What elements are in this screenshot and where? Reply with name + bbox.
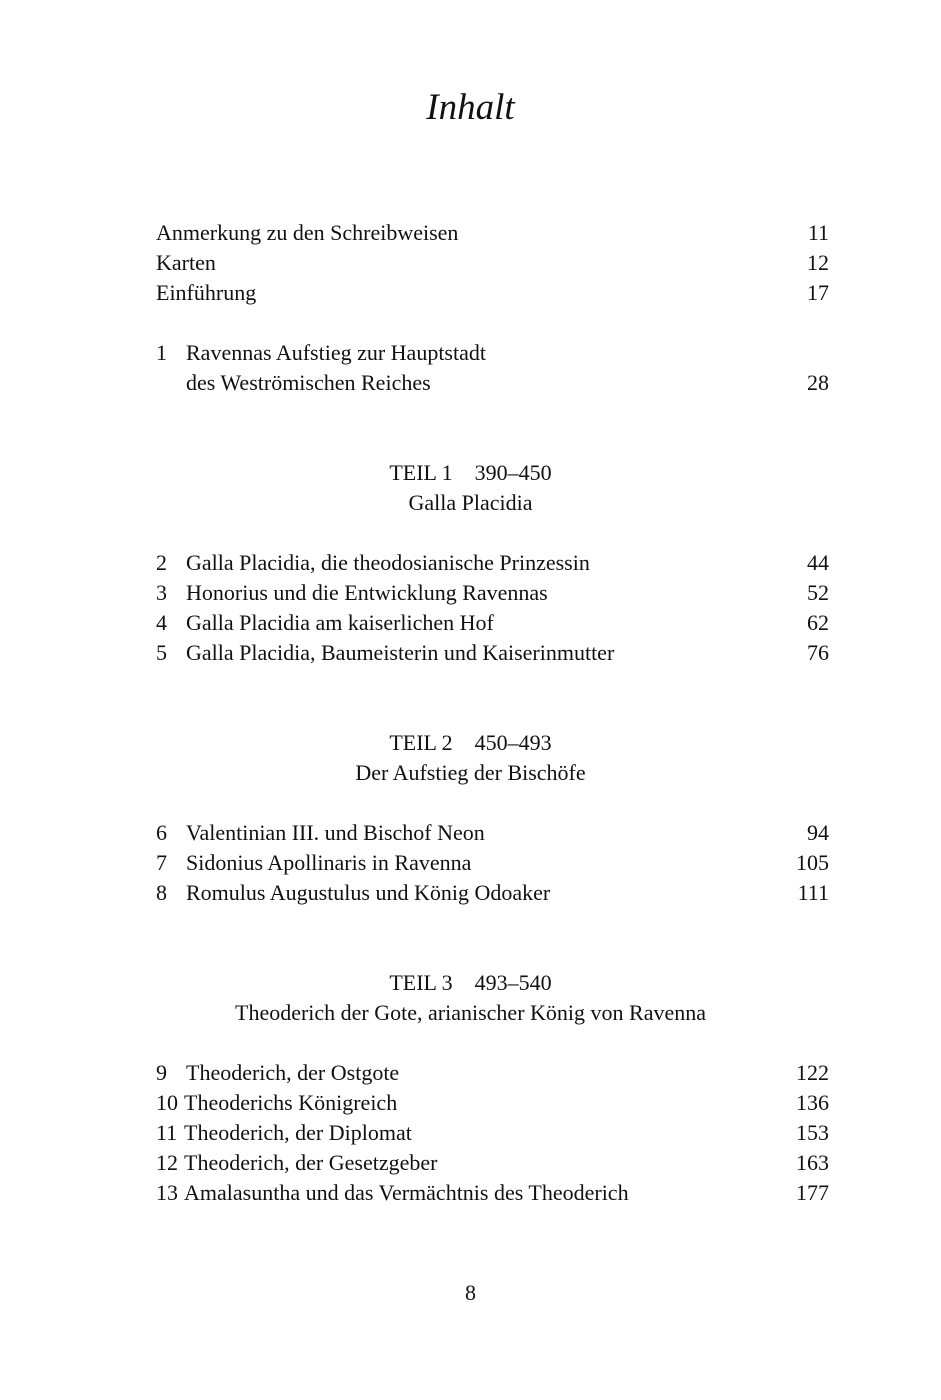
toc-entry-label: Galla Placidia, Baumeisterin und Kaiserinmutter: [186, 640, 615, 665]
toc-entry[interactable]: [156, 878, 829, 908]
toc-entry-page: 11: [807, 220, 829, 245]
toc-entry-label: Honorius und die Entwicklung Ravennas: [186, 580, 548, 605]
toc-entry-number: 7: [156, 850, 167, 875]
toc-entry-page: 177: [796, 1180, 829, 1205]
toc-entry[interactable]: [156, 1118, 829, 1148]
page-number: 8: [465, 1280, 476, 1305]
toc-entry-number: 1: [156, 340, 167, 365]
toc-entry-page: 163: [796, 1150, 829, 1175]
toc-entry-label: Amalasuntha und das Vermächtnis des Theoderich: [184, 1180, 629, 1205]
toc-entry-number: 4: [156, 610, 167, 635]
toc-entry-page: 12: [807, 250, 829, 275]
toc-entry[interactable]: [156, 1088, 829, 1118]
toc-entry-label: Karten: [156, 250, 216, 275]
toc-entry-number: 9: [156, 1060, 167, 1085]
toc-entry[interactable]: [156, 1058, 829, 1088]
part-heading: [0, 968, 941, 998]
toc-entry-number: 12: [156, 1150, 178, 1175]
part-years: 493–540: [474, 970, 552, 995]
toc-entry[interactable]: [156, 1178, 829, 1208]
toc-entry-number: 6: [156, 820, 167, 845]
toc-entry-label: Theoderich, der Gesetzgeber: [184, 1150, 438, 1175]
toc-entry-label: Sidonius Apollinaris in Ravenna: [186, 850, 472, 875]
toc-entry-label: Galla Placidia, die theodosianische Prinzessin: [186, 550, 590, 575]
part-years: 390–450: [474, 460, 552, 485]
toc-entry[interactable]: [156, 638, 829, 668]
toc-entry-label: Romulus Augustulus und König Odoaker: [186, 880, 551, 905]
toc-entry-number: 2: [156, 550, 167, 575]
toc-entry-label: Theoderich, der Ostgote: [186, 1060, 400, 1085]
toc-entry-page: 153: [796, 1120, 829, 1145]
part-years: 450–493: [474, 730, 552, 755]
toc-entry-page: 76: [807, 640, 829, 665]
toc-entry-page: 62: [807, 610, 829, 635]
toc-entry[interactable]: [156, 608, 829, 638]
toc-entry-label: Ravennas Aufstieg zur Hauptstadt: [186, 340, 486, 365]
toc-entry-page: 28: [807, 370, 829, 395]
toc-entry-number: 13: [156, 1180, 178, 1205]
toc-entry[interactable]: [156, 578, 829, 608]
toc-entry[interactable]: [156, 848, 829, 878]
part-subtitle: Galla Placidia: [408, 490, 533, 515]
toc-entry-label: des Weströmischen Reiches: [186, 370, 431, 395]
toc-entry-label: Anmerkung zu den Schreibweisen: [156, 220, 459, 245]
toc-entry[interactable]: [156, 218, 829, 248]
toc-entry[interactable]: [156, 818, 829, 848]
toc-entry-label: Einführung: [156, 280, 257, 305]
toc-entry-page: 44: [807, 550, 829, 575]
toc-entry-label: Theoderich, der Diplomat: [184, 1120, 412, 1145]
toc-entry-page: 111: [797, 880, 829, 905]
toc-entry-page: 136: [796, 1090, 829, 1115]
toc-entry-label: Galla Placidia am kaiserlichen Hof: [186, 610, 494, 635]
part-subtitle: Der Aufstieg der Bischöfe: [355, 760, 586, 785]
part-heading: [0, 728, 941, 758]
part-subtitle: Theoderich der Gote, arianischer König von Ravenna: [235, 1000, 706, 1025]
toc-entry-label: Theoderichs Königreich: [184, 1090, 398, 1115]
toc-entry-page: 17: [807, 280, 829, 305]
toc-entry[interactable]: [156, 1148, 829, 1178]
toc-entry-number: 8: [156, 880, 167, 905]
toc-entry-continuation[interactable]: [156, 368, 829, 398]
toc-entry-page: 122: [796, 1060, 829, 1085]
toc-entry-number: 3: [156, 580, 167, 605]
toc-entry-number: 5: [156, 640, 167, 665]
toc-entry-label: Valentinian III. und Bischof Neon: [186, 820, 485, 845]
toc-entry[interactable]: [156, 338, 829, 368]
part-heading: [0, 458, 941, 488]
toc-entry-number: 11: [156, 1120, 178, 1145]
toc-entry-number: 10: [156, 1090, 178, 1115]
page-title: Inhalt: [426, 87, 515, 128]
toc-entry-page: 105: [796, 850, 829, 875]
toc-entry[interactable]: [156, 278, 829, 308]
toc-entry[interactable]: [156, 548, 829, 578]
part-label: TEIL 2: [389, 730, 453, 755]
toc-entry-page: 94: [807, 820, 829, 845]
part-label: TEIL 3: [389, 970, 453, 995]
toc-entry-page: 52: [807, 580, 829, 605]
part-label: TEIL 1: [389, 460, 453, 485]
toc-entry[interactable]: [156, 248, 829, 278]
